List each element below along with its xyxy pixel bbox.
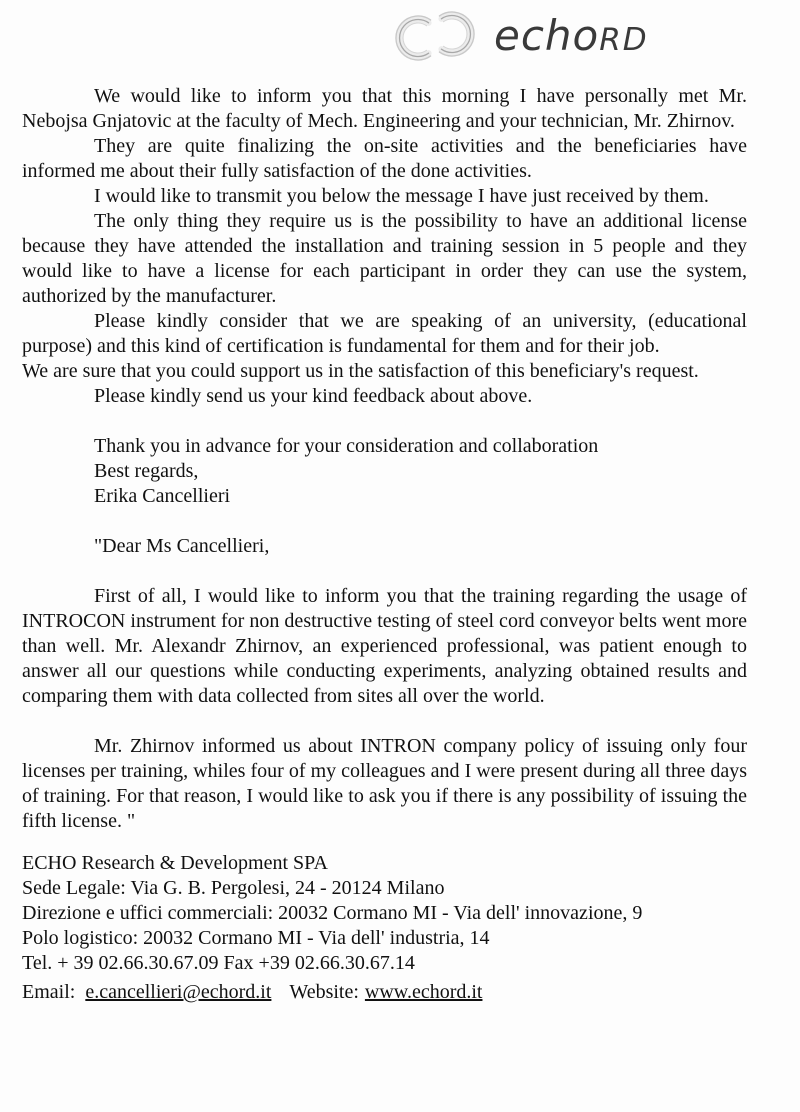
- email-link[interactable]: e.cancellieri@echord.it: [85, 981, 272, 1003]
- company-footer: [22, 851, 770, 1005]
- company-sede-legale: Sede Legale: Via G. B. Pergolesi, 24 - 20124 Milano: [22, 877, 445, 899]
- letter-body: [22, 84, 747, 834]
- contact-line: [22, 980, 770, 1005]
- company-polo-logistico: Polo logistico: 20032 Cormano MI - Via dell' industria, 14: [22, 927, 490, 949]
- paragraph-support-request: We are sure that you could support us in the satisfaction of this beneficiary's request.: [22, 360, 699, 382]
- logo-wordmark: [494, 11, 649, 60]
- quoted-salutation: "Dear Ms Cancellieri,: [94, 535, 270, 557]
- quoted-paragraph-training: First of all, I would like to inform you that the training regarding the usage of INTROCON instrument for non destructive testing of steel cord conveyor belts went more than well. Mr. Alexandr Zhirnov, an experienced professional, was patient enough to answer all our questions while conducting experiments, analyzing obtained results and comparing them with data collected from sites all over the world.: [22, 585, 747, 707]
- paragraph-transmit-message: I would like to transmit you below the message I have just received by them.: [94, 185, 709, 207]
- paragraph-feedback: Please kindly send us your kind feedback about above.: [94, 385, 533, 407]
- closing-thanks: Thank you in advance for your consideration and collaboration: [94, 435, 599, 457]
- website-label: Website:: [289, 981, 359, 1003]
- logo-text-echo: echo: [494, 11, 600, 60]
- company-direzione: Direzione e uffici commerciali: 20032 Cormano MI - Via dell' innovazione, 9: [22, 902, 643, 924]
- quoted-paragraph-licenses: Mr. Zhirnov informed us about INTRON company policy of issuing only four licenses per training, whiles four of my colleagues and I were present during all three days of training. For that reason, I would like to ask you if there is any possibility of issuing the fifth license. ": [22, 735, 747, 832]
- company-tel-fax: Tel. + 39 02.66.30.67.09 Fax +39 02.66.30.67.14: [22, 952, 415, 974]
- echord-logo: [388, 4, 800, 68]
- paragraph-additional-license: The only thing they require us is the possibility to have an additional license because they have attended the installation and training session in 5 people and they would like to have a license for each participant in order they can use the system, authorized by the manufacturer.: [22, 210, 747, 307]
- closing-best-regards: Best regards,: [94, 460, 199, 482]
- paragraph-university: Please kindly consider that we are speaking of an university, (educational purpose) and this kind of certification is fundamental for them and for their job.: [22, 310, 747, 357]
- closing-signature: Erika Cancellieri: [94, 485, 231, 507]
- paragraph-intro-meeting: We would like to inform you that this morning I have personally met Mr. Nebojsa Gnjatovic at the faculty of Mech. Engineering and your technician, Mr. Zhirnov.: [22, 85, 747, 132]
- website-link[interactable]: www.echord.it: [364, 981, 483, 1003]
- email-label: Email:: [22, 981, 76, 1003]
- paragraph-finalizing: They are quite finalizing the on-site activities and the beneficiaries have informed me about their fully satisfaction of the done activities.: [22, 135, 747, 182]
- logo-text-rd: RD: [599, 22, 649, 58]
- company-name: ECHO Research & Development SPA: [22, 852, 328, 874]
- echord-rings-icon: [388, 4, 484, 68]
